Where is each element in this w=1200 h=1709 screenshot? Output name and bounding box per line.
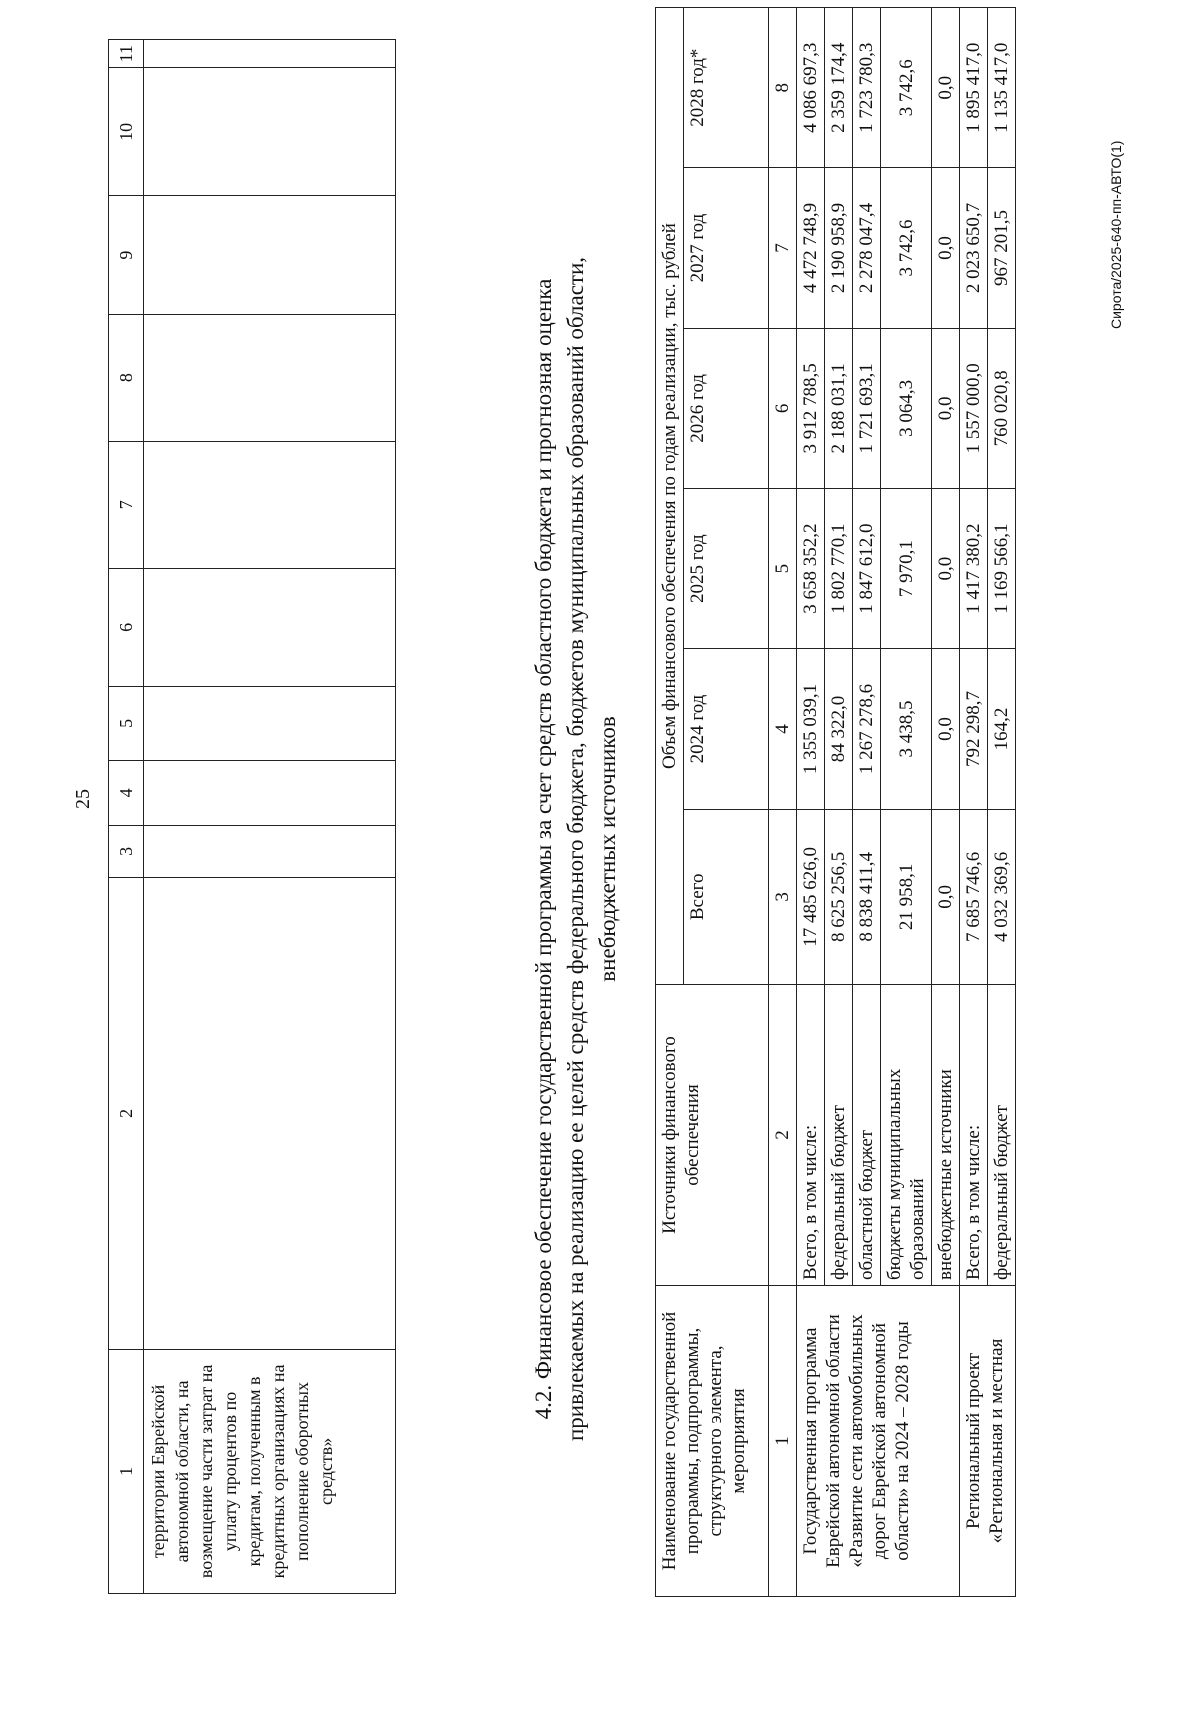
value-cell: 760 020,8 <box>988 328 1016 488</box>
column-header-volume: Объем финансового обеспечения по годам реализации, тыс. рублей <box>656 8 684 985</box>
table-cell: территории Еврейской автономной области, на возмещение части затрат на уплату процентов по кредитам, полученным в кредитных организациях на пополнение оборотных средств» <box>144 1349 396 1593</box>
value-cell: 3 912 788,5 <box>797 328 825 488</box>
value-cell: 0,0 <box>932 649 960 809</box>
table-header-cell: 3 <box>109 825 144 877</box>
table-cell <box>144 760 396 825</box>
source-cell: Всего, в том числе: <box>960 985 988 1286</box>
heading-line: 4.2. Финансовое обеспечение государственной программы за счет средств областного бюджета и прогнозная оценка <box>531 278 556 1420</box>
program-name: Государственная программа Еврейской автономной области «Развитие сети автомобильных дорог Еврейской автономной области» на 2024 – 2028 годы <box>797 1286 960 1597</box>
value-cell: 3 438,5 <box>881 649 932 809</box>
continuation-table <box>108 39 396 1594</box>
table-header-cell: 2 <box>109 877 144 1349</box>
value-cell: 4 472 748,9 <box>797 168 825 328</box>
value-cell: 2 188 031,1 <box>825 328 853 488</box>
table-row <box>797 8 825 1597</box>
value-cell: 1 267 278,6 <box>853 649 881 809</box>
table-header-cell: 11 <box>109 40 144 68</box>
value-cell: 2 023 650,7 <box>960 168 988 328</box>
year-header: 2028 год* <box>684 8 769 168</box>
table-header-cell: 5 <box>109 686 144 760</box>
value-cell: 3 064,3 <box>881 328 932 488</box>
table-header-cell: 10 <box>109 68 144 196</box>
index-row <box>769 8 797 1597</box>
value-cell: 2 190 958,9 <box>825 168 853 328</box>
table-header-cell: 9 <box>109 196 144 314</box>
value-cell: 3 742,6 <box>881 168 932 328</box>
project-name: Региональный проект «Региональная и местная <box>960 1286 1016 1597</box>
source-cell: областной бюджет <box>853 985 881 1286</box>
value-cell: 1 557 000,0 <box>960 328 988 488</box>
financing-table <box>655 7 1016 1597</box>
value-cell: 84 322,0 <box>825 649 853 809</box>
source-cell: федеральный бюджет <box>988 985 1016 1286</box>
value-cell: 4 032 369,6 <box>988 809 1016 984</box>
year-header: 2024 год <box>684 649 769 809</box>
section-heading <box>528 159 624 1539</box>
value-cell: 2 278 047,4 <box>853 168 881 328</box>
table-cell <box>144 196 396 314</box>
table-cell <box>144 314 396 441</box>
index-cell: 4 <box>769 649 797 809</box>
value-cell: 0,0 <box>932 809 960 984</box>
table-header-cell: 7 <box>109 441 144 568</box>
year-header: 2025 год <box>684 489 769 649</box>
value-cell: 1 895 417,0 <box>960 8 988 168</box>
table-header-cell: 4 <box>109 760 144 825</box>
value-cell: 2 359 174,4 <box>825 8 853 168</box>
index-cell: 5 <box>769 489 797 649</box>
source-cell: федеральный бюджет <box>825 985 853 1286</box>
value-cell: 0,0 <box>932 328 960 488</box>
index-cell: 1 <box>769 1286 797 1597</box>
table-cell <box>144 40 396 68</box>
page-number: 25 <box>72 789 94 809</box>
index-cell: 8 <box>769 8 797 168</box>
source-cell: Всего, в том числе: <box>797 985 825 1286</box>
value-cell: 1 355 039,1 <box>797 649 825 809</box>
table-row <box>144 40 396 1594</box>
index-cell: 2 <box>769 985 797 1286</box>
table-header-cell: 6 <box>109 568 144 686</box>
value-cell: 0,0 <box>932 168 960 328</box>
value-cell: 8 625 256,5 <box>825 809 853 984</box>
table-cell <box>144 686 396 760</box>
year-header: 2026 год <box>684 328 769 488</box>
index-cell: 3 <box>769 809 797 984</box>
table-cell <box>144 568 396 686</box>
index-cell: 7 <box>769 168 797 328</box>
year-header: Всего <box>684 809 769 984</box>
value-cell: 4 086 697,3 <box>797 8 825 168</box>
value-cell: 1 847 612,0 <box>853 489 881 649</box>
column-header-source: Источники финансового обеспечения <box>656 985 769 1286</box>
value-cell: 8 838 411,4 <box>853 809 881 984</box>
value-cell: 1 723 780,3 <box>853 8 881 168</box>
source-cell: внебюджетные источники <box>932 985 960 1286</box>
value-cell: 967 201,5 <box>988 168 1016 328</box>
table-header-row <box>656 8 684 1597</box>
table-cell <box>144 877 396 1349</box>
table-header-cell: 1 <box>109 1349 144 1593</box>
value-cell: 1 417 380,2 <box>960 489 988 649</box>
value-cell: 0,0 <box>932 489 960 649</box>
value-cell: 1 721 693,1 <box>853 328 881 488</box>
table-cell <box>144 825 396 877</box>
value-cell: 1 802 770,1 <box>825 489 853 649</box>
table-row <box>960 8 988 1597</box>
value-cell: 3 742,6 <box>881 8 932 168</box>
value-cell: 1 135 417,0 <box>988 8 1016 168</box>
table-header-cell: 8 <box>109 314 144 441</box>
value-cell: 164,2 <box>988 649 1016 809</box>
value-cell: 1 169 566,1 <box>988 489 1016 649</box>
year-header: 2027 год <box>684 168 769 328</box>
value-cell: 17 485 626,0 <box>797 809 825 984</box>
value-cell: 7 685 746,6 <box>960 809 988 984</box>
heading-line: привлекаемых на реализацию ее целей средств федерального бюджета, бюджетов муниципальных образований области, <box>563 256 588 1442</box>
table-header-row <box>109 40 144 1594</box>
document-code: Сирота/2025-640-пп-АВТО(1) <box>1108 140 1124 329</box>
table-cell <box>144 441 396 568</box>
column-header-name: Наименование государственной программы, подпрограммы, структурного элемента, мероприятия <box>656 1286 769 1597</box>
value-cell: 21 958,1 <box>881 809 932 984</box>
source-cell: бюджеты муниципальных образований <box>881 985 932 1286</box>
value-cell: 0,0 <box>932 8 960 168</box>
value-cell: 792 298,7 <box>960 649 988 809</box>
heading-line: внебюджетных источников <box>595 716 620 982</box>
index-cell: 6 <box>769 328 797 488</box>
table-cell <box>144 68 396 196</box>
value-cell: 7 970,1 <box>881 489 932 649</box>
value-cell: 3 658 352,2 <box>797 489 825 649</box>
